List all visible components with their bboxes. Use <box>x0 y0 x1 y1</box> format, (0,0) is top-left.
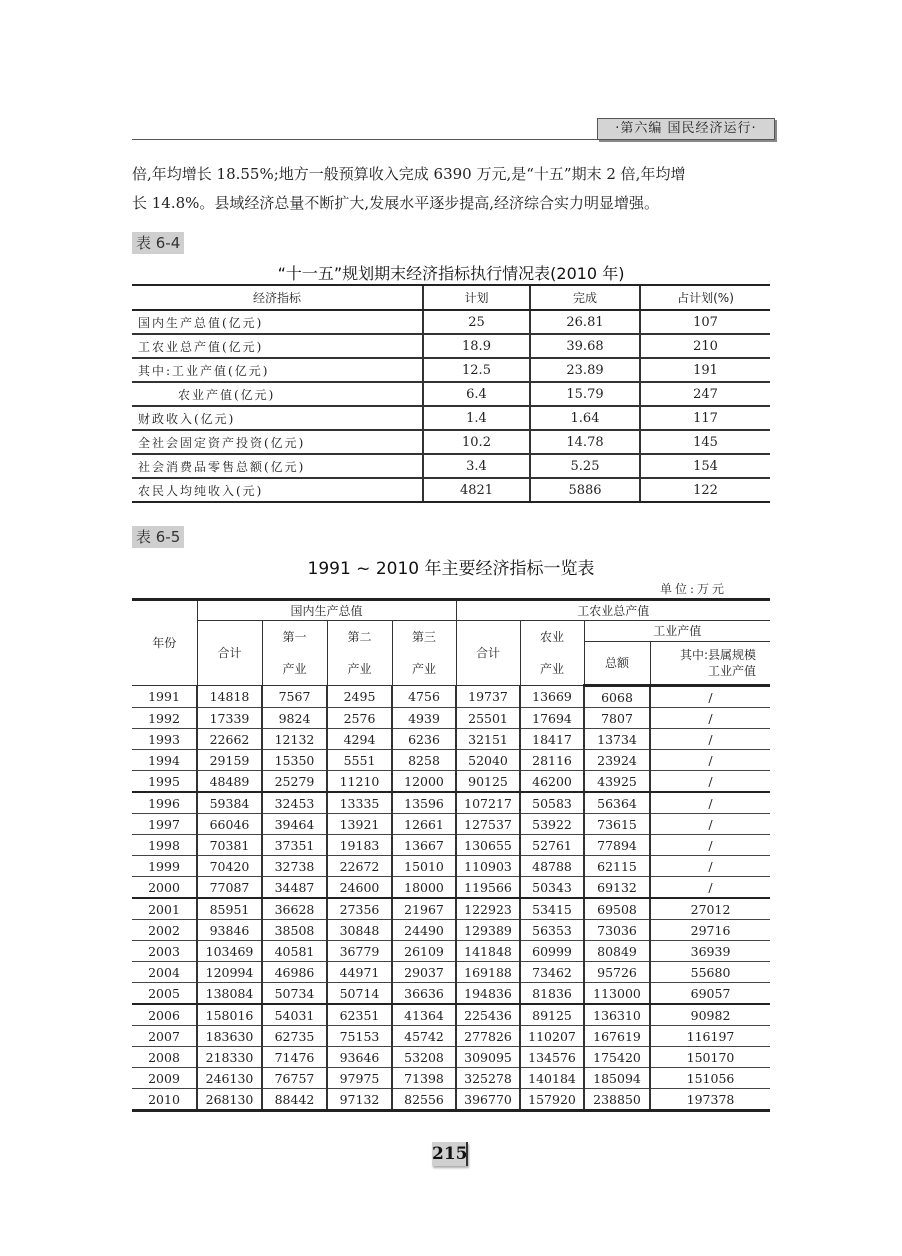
table-row <box>132 1026 770 1047</box>
table-cell: 309095 <box>456 1047 520 1068</box>
table-title-6-5: 1991 ~ 2010 年主要经济指标一览表 <box>307 559 595 579</box>
table-cell: 13596 <box>392 792 456 814</box>
table-row <box>132 382 770 406</box>
year-cell: 2008 <box>132 1047 197 1068</box>
header-text: 产业 <box>282 662 307 676</box>
header-secondary <box>327 621 392 686</box>
table-cell: 14.78 <box>530 430 640 454</box>
header-text: 产业 <box>412 662 437 676</box>
table-cell: 246130 <box>197 1068 262 1089</box>
table-cell: 52040 <box>456 750 520 771</box>
table-row <box>132 310 770 334</box>
table-cell: 85951 <box>197 898 262 920</box>
table-cell: 24490 <box>392 920 456 941</box>
table-cell: 110207 <box>520 1026 584 1047</box>
table-cell: 127537 <box>456 814 520 835</box>
year-cell: 2002 <box>132 920 197 941</box>
table-row <box>132 814 770 835</box>
table-cell: 169188 <box>456 962 520 983</box>
table-cell: 158016 <box>197 1004 262 1026</box>
table-cell: 41364 <box>392 1004 456 1026</box>
table-row <box>132 856 770 877</box>
table-cell: 175420 <box>584 1047 650 1068</box>
table-cell: 145 <box>640 430 770 454</box>
table-cell: 45742 <box>392 1026 456 1047</box>
header-agriculture <box>520 621 584 686</box>
table-cell: 19183 <box>327 835 392 856</box>
table-cell: 25279 <box>262 771 327 793</box>
table-row <box>132 1047 770 1068</box>
table-cell: 62735 <box>262 1026 327 1047</box>
year-cell: 1998 <box>132 835 197 856</box>
table-cell: 194836 <box>456 983 520 1005</box>
table-cell: 183630 <box>197 1026 262 1047</box>
table-cell: 48489 <box>197 771 262 793</box>
year-cell: 1997 <box>132 814 197 835</box>
table-cell: 13667 <box>392 835 456 856</box>
table-cell: 4294 <box>327 729 392 750</box>
year-cell: 1993 <box>132 729 197 750</box>
table-cell: 37351 <box>262 835 327 856</box>
table-cell: 5.25 <box>530 454 640 478</box>
table-cell: 138084 <box>197 983 262 1005</box>
table-cell: 8258 <box>392 750 456 771</box>
indicator-name: 农民人均纯收入(元) <box>132 478 423 502</box>
column-header: 计划 <box>423 285 530 310</box>
section-header: ·第六编 国民经济运行· <box>597 118 775 140</box>
header-agri-industry: 工农业总产值 <box>456 600 770 621</box>
table-cell: 4939 <box>392 708 456 729</box>
table-cell: 247 <box>640 382 770 406</box>
header-tertiary <box>392 621 456 686</box>
table-6-5 <box>132 598 770 1112</box>
table-cell: / <box>650 771 770 793</box>
table-cell: 39.68 <box>530 334 640 358</box>
table-cell: 13335 <box>327 792 392 814</box>
table-cell: 32738 <box>262 856 327 877</box>
table-cell: 5886 <box>530 478 640 502</box>
table-cell: 15350 <box>262 750 327 771</box>
table-cell: 29037 <box>392 962 456 983</box>
table-cell: 66046 <box>197 814 262 835</box>
table-cell: / <box>650 792 770 814</box>
year-cell: 1992 <box>132 708 197 729</box>
header-text: 工业产值 <box>708 664 757 678</box>
paragraph-line: 长 14.8%。县域经济总量不断扩大,发展水平逐步提高,经济综合实力明显增强。 <box>132 194 659 212</box>
table-cell: / <box>650 814 770 835</box>
table-cell: 107217 <box>456 792 520 814</box>
table-row <box>132 430 770 454</box>
table-cell: 53922 <box>520 814 584 835</box>
table-row <box>132 708 770 729</box>
header-text: 产业 <box>540 662 565 676</box>
table-cell: 13921 <box>327 814 392 835</box>
table-cell: 23924 <box>584 750 650 771</box>
table-cell: 12132 <box>262 729 327 750</box>
table-cell: 73615 <box>584 814 650 835</box>
table-row <box>132 1004 770 1026</box>
table-cell: 218330 <box>197 1047 262 1068</box>
table-cell: 2576 <box>327 708 392 729</box>
header-gdp: 国内生产总值 <box>197 600 456 621</box>
table-cell: 28116 <box>520 750 584 771</box>
table-tag-6-4: 表 6-4 <box>132 232 184 254</box>
table-cell: 18000 <box>392 877 456 899</box>
table-cell: 119566 <box>456 877 520 899</box>
indicator-name: 全社会固定资产投资(亿元) <box>132 430 423 454</box>
table-cell: 110903 <box>456 856 520 877</box>
paragraph-line: 倍,年均增长 18.55%;地方一般预算收入完成 6390 万元,是“十五”期末 2 倍,年均增 <box>132 165 686 183</box>
table-cell: 157920 <box>520 1089 584 1111</box>
table-cell: 1.64 <box>530 406 640 430</box>
table-cell: 46200 <box>520 771 584 793</box>
table-cell: 122923 <box>456 898 520 920</box>
table-cell: 56353 <box>520 920 584 941</box>
table-cell: 1.4 <box>423 406 530 430</box>
year-cell: 2004 <box>132 962 197 983</box>
column-header: 经济指标 <box>132 285 423 310</box>
table-cell: 12.5 <box>423 358 530 382</box>
table-cell: 29716 <box>650 920 770 941</box>
year-cell: 2006 <box>132 1004 197 1026</box>
table-row <box>132 686 770 708</box>
body-paragraph <box>132 160 772 218</box>
table-cell: 103469 <box>197 941 262 962</box>
table-cell: 62351 <box>327 1004 392 1026</box>
table-cell: 17339 <box>197 708 262 729</box>
table-cell: 39464 <box>262 814 327 835</box>
table-row <box>132 962 770 983</box>
table-cell: 48788 <box>520 856 584 877</box>
table-cell: 62115 <box>584 856 650 877</box>
table-cell: 225436 <box>456 1004 520 1026</box>
table-cell: 36628 <box>262 898 327 920</box>
header-rule <box>132 139 770 140</box>
page-number: 215 <box>432 1144 468 1164</box>
table-cell: 50343 <box>520 877 584 899</box>
header-text: 产业 <box>347 662 372 676</box>
table-cell: 25501 <box>456 708 520 729</box>
table-cell: 23.89 <box>530 358 640 382</box>
table-cell: 6.4 <box>423 382 530 406</box>
table-cell: 5551 <box>327 750 392 771</box>
table-cell: 24600 <box>327 877 392 899</box>
table-cell: 27012 <box>650 898 770 920</box>
table-cell: 22662 <box>197 729 262 750</box>
table-cell: 93846 <box>197 920 262 941</box>
year-cell: 2003 <box>132 941 197 962</box>
table-cell: 26.81 <box>530 310 640 334</box>
table-cell: 185094 <box>584 1068 650 1089</box>
table-cell: 238850 <box>584 1089 650 1111</box>
table-row <box>132 941 770 962</box>
table-cell: 50714 <box>327 983 392 1005</box>
table-cell: 3.4 <box>423 454 530 478</box>
year-cell: 2005 <box>132 983 197 1005</box>
table-cell: 21967 <box>392 898 456 920</box>
table-cell: 54031 <box>262 1004 327 1026</box>
year-cell: 1996 <box>132 792 197 814</box>
table-cell: 268130 <box>197 1089 262 1111</box>
indicator-name: 其中:工业产值(亿元) <box>132 358 423 382</box>
table-cell: 13734 <box>584 729 650 750</box>
header-gdp-total: 合计 <box>197 621 262 686</box>
table-cell: / <box>650 835 770 856</box>
table-cell: 50583 <box>520 792 584 814</box>
table-cell: 50734 <box>262 983 327 1005</box>
table-cell: 43925 <box>584 771 650 793</box>
table-cell: 60999 <box>520 941 584 962</box>
table-cell: 26109 <box>392 941 456 962</box>
table-cell: 22672 <box>327 856 392 877</box>
table-cell: 10.2 <box>423 430 530 454</box>
table-cell: 70381 <box>197 835 262 856</box>
table-cell: 12661 <box>392 814 456 835</box>
table-cell: 71398 <box>392 1068 456 1089</box>
table-cell: 7567 <box>262 686 327 708</box>
table-cell: 34487 <box>262 877 327 899</box>
table-cell: 6236 <box>392 729 456 750</box>
table-cell: / <box>650 750 770 771</box>
table-cell: 27356 <box>327 898 392 920</box>
table-cell: 130655 <box>456 835 520 856</box>
table-cell: 71476 <box>262 1047 327 1068</box>
table-cell: 122 <box>640 478 770 502</box>
table-cell: 167619 <box>584 1026 650 1047</box>
year-cell: 1994 <box>132 750 197 771</box>
column-header: 占计划(%) <box>640 285 770 310</box>
table-cell: 15.79 <box>530 382 640 406</box>
table-row <box>132 771 770 793</box>
table-cell: / <box>650 856 770 877</box>
table-6-4 <box>132 284 770 503</box>
unit-label: 单位:万元 <box>660 582 728 596</box>
header-primary <box>262 621 327 686</box>
header-year: 年份 <box>132 600 197 686</box>
table-cell: 36636 <box>392 983 456 1005</box>
header-text: 第三 <box>412 630 437 644</box>
table-cell: 89125 <box>520 1004 584 1026</box>
table-cell: 136310 <box>584 1004 650 1026</box>
table-cell: 44971 <box>327 962 392 983</box>
table-title-6-4: “十一五”规划期末经济指标执行情况表(2010 年) <box>277 264 625 283</box>
table-cell: 154 <box>640 454 770 478</box>
table-cell: 77087 <box>197 877 262 899</box>
table-cell: 70420 <box>197 856 262 877</box>
table-cell: 18.9 <box>423 334 530 358</box>
table-row <box>132 792 770 814</box>
table-cell: 113000 <box>584 983 650 1005</box>
indicator-name: 农业产值(亿元) <box>132 382 423 406</box>
table-row <box>132 406 770 430</box>
table-cell: 396770 <box>456 1089 520 1111</box>
table-cell: 40581 <box>262 941 327 962</box>
table-row <box>132 920 770 941</box>
year-cell: 2009 <box>132 1068 197 1089</box>
table-cell: 97975 <box>327 1068 392 1089</box>
year-cell: 1995 <box>132 771 197 793</box>
table-cell: 38508 <box>262 920 327 941</box>
table-cell: 191 <box>640 358 770 382</box>
table-row <box>132 835 770 856</box>
table-cell: 77894 <box>584 835 650 856</box>
table-cell: 12000 <box>392 771 456 793</box>
header-county-industry <box>650 642 770 686</box>
table-cell: 107 <box>640 310 770 334</box>
table-cell: 56364 <box>584 792 650 814</box>
year-cell: 2000 <box>132 877 197 899</box>
table-cell: 93646 <box>327 1047 392 1068</box>
table-row <box>132 750 770 771</box>
table-cell: 17694 <box>520 708 584 729</box>
table-cell: 19737 <box>456 686 520 708</box>
table-cell: 134576 <box>520 1047 584 1068</box>
table-cell: 75153 <box>327 1026 392 1047</box>
table-cell: 73462 <box>520 962 584 983</box>
table-cell: 76757 <box>262 1068 327 1089</box>
table-cell: 53415 <box>520 898 584 920</box>
table-cell: 59384 <box>197 792 262 814</box>
table-row <box>132 1089 770 1111</box>
header-text: 第二 <box>347 630 372 644</box>
indicator-name: 国内生产总值(亿元) <box>132 310 423 334</box>
table-cell: 82556 <box>392 1089 456 1111</box>
table-cell: 18417 <box>520 729 584 750</box>
table-cell: / <box>650 708 770 729</box>
table-cell: 36939 <box>650 941 770 962</box>
table-row <box>132 877 770 899</box>
table-cell: 13669 <box>520 686 584 708</box>
year-cell: 1999 <box>132 856 197 877</box>
table-cell: 325278 <box>456 1068 520 1089</box>
table-cell: 95726 <box>584 962 650 983</box>
table-cell: 46986 <box>262 962 327 983</box>
table-cell: 80849 <box>584 941 650 962</box>
table-cell: 2495 <box>327 686 392 708</box>
table-row <box>132 983 770 1005</box>
table-cell: 25 <box>423 310 530 334</box>
header-text: 其中:县属规模 <box>679 648 757 662</box>
indicator-name: 财政收入(亿元) <box>132 406 423 430</box>
header-text: 农业 <box>540 630 565 644</box>
table-cell: 69132 <box>584 877 650 899</box>
table-cell: 129389 <box>456 920 520 941</box>
table-row <box>132 358 770 382</box>
table-cell: 210 <box>640 334 770 358</box>
table-cell: 30848 <box>327 920 392 941</box>
table-cell: 97132 <box>327 1089 392 1111</box>
table-cell: 150170 <box>650 1047 770 1068</box>
table-cell: 14818 <box>197 686 262 708</box>
table-cell: / <box>650 686 770 708</box>
table-row <box>132 898 770 920</box>
header-industry-total: 总额 <box>584 642 650 686</box>
table-cell: 55680 <box>650 962 770 983</box>
table-tag-6-5: 表 6-5 <box>132 526 184 548</box>
table-cell: 53208 <box>392 1047 456 1068</box>
table-cell: 29159 <box>197 750 262 771</box>
table-row <box>132 729 770 750</box>
table-cell: 116197 <box>650 1026 770 1047</box>
table-cell: 15010 <box>392 856 456 877</box>
table-cell: 32453 <box>262 792 327 814</box>
table-cell: 197378 <box>650 1089 770 1111</box>
header-ai-total: 合计 <box>456 621 520 686</box>
indicator-name: 工农业总产值(亿元) <box>132 334 423 358</box>
indicator-name: 社会消费品零售总额(亿元) <box>132 454 423 478</box>
table-row <box>132 334 770 358</box>
table-cell: 117 <box>640 406 770 430</box>
table-cell: 90125 <box>456 771 520 793</box>
table-cell: 120994 <box>197 962 262 983</box>
table-cell: 32151 <box>456 729 520 750</box>
table-row <box>132 1068 770 1089</box>
table-row <box>132 478 770 502</box>
table-cell: / <box>650 877 770 899</box>
table-cell: 6068 <box>584 686 650 708</box>
table-cell: 11210 <box>327 771 392 793</box>
table-cell: 4821 <box>423 478 530 502</box>
table-cell: 52761 <box>520 835 584 856</box>
table-cell: 7807 <box>584 708 650 729</box>
table-cell: 151056 <box>650 1068 770 1089</box>
table-cell: 4756 <box>392 686 456 708</box>
table-cell: 90982 <box>650 1004 770 1026</box>
header-text: 第一 <box>282 630 307 644</box>
table-cell: 69057 <box>650 983 770 1005</box>
table-cell: 9824 <box>262 708 327 729</box>
table-cell: 277826 <box>456 1026 520 1047</box>
table-cell: 36779 <box>327 941 392 962</box>
table-cell: 140184 <box>520 1068 584 1089</box>
table-row <box>132 454 770 478</box>
table-cell: 81836 <box>520 983 584 1005</box>
table-cell: 73036 <box>584 920 650 941</box>
column-header: 完成 <box>530 285 640 310</box>
year-cell: 2010 <box>132 1089 197 1111</box>
year-cell: 2007 <box>132 1026 197 1047</box>
table-cell: 88442 <box>262 1089 327 1111</box>
table-cell: 141848 <box>456 941 520 962</box>
year-cell: 1991 <box>132 686 197 708</box>
year-cell: 2001 <box>132 898 197 920</box>
table-cell: / <box>650 729 770 750</box>
table-cell: 69508 <box>584 898 650 920</box>
header-industry: 工业产值 <box>584 621 770 642</box>
